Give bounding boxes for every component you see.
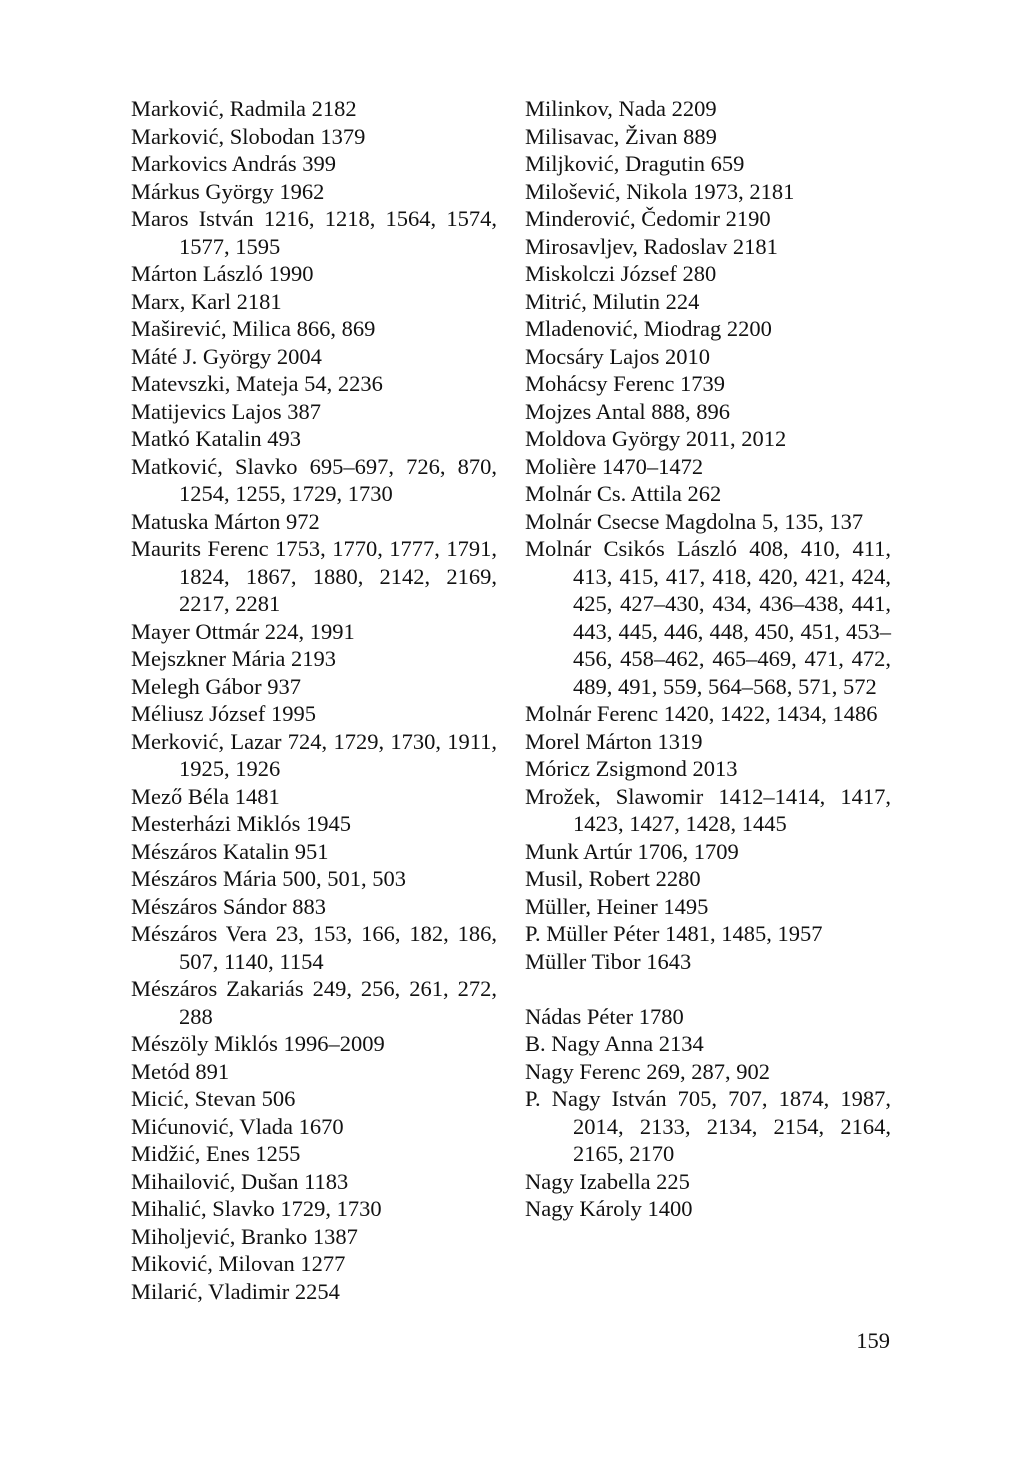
index-entry: Maširević, Milica 866, 869 [131,316,376,341]
index-entry: Móricz Zsigmond 2013 [525,756,738,781]
index-entry: Mészáros Katalin 951 [131,838,329,864]
index-entry: Mejszkner Mária 2193 [131,646,336,671]
index-entry: Milinkov, Nada 2209 [525,96,717,121]
page-number: 159 [856,1328,890,1353]
index-entry: Nagy Izabella 225 [525,1168,690,1194]
index-entry: Miskolczi József 280 [525,261,717,286]
index-entry: Milošević, Nikola 1973, 2181 [525,178,795,204]
index-entry: Molnár Cs. Attila 262 [525,481,722,506]
index-entry: Matuska Márton 972 [131,508,320,534]
index-entry: Nagy Károly 1400 [525,1196,693,1221]
index-entry: Morel Márton 1319 [525,728,703,754]
index-entry: Milisavac, Živan 889 [525,123,717,149]
index-entry: Mladenović, Miodrag 2200 [525,316,772,341]
index-entry: P. Nagy István 705, 707, 1874, 1987, 2014, 2133, 2134, 2154, 2164, 2165, 2170 [525,1086,891,1166]
index-entry: Müller Tibor 1643 [525,948,692,974]
index-entry: Nagy Ferenc 269, 287, 902 [525,1058,770,1084]
index-entry: Márkus György 1962 [131,178,325,204]
index-entry: Mocsáry Lajos 2010 [525,343,710,369]
index-entry: Musil, Robert 2280 [525,866,701,891]
index-entry: Mesterházi Miklós 1945 [131,811,351,836]
index-entry: Micić, Stevan 506 [131,1086,296,1111]
index-entry: Molnár Ferenc 1420, 1422, 1434, 1486 [525,701,878,726]
letter-section-gap [525,975,891,1003]
index-entry: Mészáros Mária 500, 501, 503 [131,866,406,891]
index-entry: Merković, Lazar 724, 1729, 1730, 1911, 1925, 1926 [131,728,497,781]
index-entry: Metód 891 [131,1058,230,1084]
index-column-right [525,95,891,1223]
index-entry: Melegh Gábor 937 [131,673,301,699]
index-entry: P. Müller Péter 1481, 1485, 1957 [525,921,823,946]
index-entry: Midžić, Enes 1255 [131,1141,301,1166]
index-entry: Mészöly Miklós 1996–2009 [131,1031,385,1056]
index-entry: Mihailović, Dušan 1183 [131,1168,349,1194]
index-entry: Mićunović, Vlada 1670 [131,1113,344,1139]
index-entry: Markovics András 399 [131,151,336,176]
index-entry: Matevszki, Mateja 54, 2236 [131,371,383,396]
index-entry: Márton László 1990 [131,261,314,286]
index-entry: Müller, Heiner 1495 [525,893,709,919]
index-entry: Matkó Katalin 493 [131,426,301,451]
index-entry: Mitrić, Milutin 224 [525,288,700,314]
index-entry: Nádas Péter 1780 [525,1003,684,1029]
index-entry: Miljković, Dragutin 659 [525,151,745,176]
index-entry: Miković, Milovan 1277 [131,1251,346,1276]
index-entry: Mayer Ottmár 224, 1991 [131,618,355,644]
index-entry: Mirosavljev, Radoslav 2181 [525,233,778,259]
index-entry: Munk Artúr 1706, 1709 [525,838,739,864]
index-entry: Marx, Karl 2181 [131,288,282,314]
index-entry: Mészáros Zakariás 249, 256, 261, 272, 288 [131,976,497,1029]
index-entry: Máté J. György 2004 [131,343,322,369]
index-entry: Molnár Csikós László 408, 410, 411, 413, 415, 417, 418, 420, 421, 424, 425, 427–430, 434, 436–438, 441, 443, 445, 446, 448, 450, 451, 453–456, 458–462, 465–469, 471, 472, 489, 491, 559, 564–568, 571, 572 [525,536,891,699]
index-entry: Marković, Radmila 2182 [131,96,357,121]
index-entry: Mihalić, Slavko 1729, 1730 [131,1196,382,1221]
index-entry: Moldova György 2011, 2012 [525,426,787,451]
index-entry: Mojzes Antal 888, 896 [525,398,730,424]
index-entry: B. Nagy Anna 2134 [525,1031,704,1056]
index-entry: Matković, Slavko 695–697, 726, 870, 1254, 1255, 1729, 1730 [131,453,497,506]
index-entry: Méliusz József 1995 [131,701,316,726]
index-entry: Mészáros Sándor 883 [131,893,326,919]
index-entry: Molière 1470–1472 [525,453,704,479]
index-entry: Mrožek, Slawomir 1412–1414, 1417, 1423, 1427, 1428, 1445 [525,783,891,836]
index-entry: Mohácsy Ferenc 1739 [525,371,725,396]
index-entry: Milarić, Vladimir 2254 [131,1278,340,1304]
index-entry: Matijevics Lajos 387 [131,398,321,424]
index-entry: Maurits Ferenc 1753, 1770, 1777, 1791, 1824, 1867, 1880, 2142, 2169, 2217, 2281 [131,536,497,616]
index-entry: Molnár Csecse Magdolna 5, 135, 137 [525,508,864,534]
index-entry: Marković, Slobodan 1379 [131,123,366,149]
index-entry: Mező Béla 1481 [131,783,280,809]
index-entry: Minderović, Čedomir 2190 [525,206,771,231]
index-entry: Miholjević, Branko 1387 [131,1223,358,1249]
index-column-left [131,95,497,1305]
index-entry: Mészáros Vera 23, 153, 166, 182, 186, 507, 1140, 1154 [131,921,497,974]
index-entry: Maros István 1216, 1218, 1564, 1574, 1577, 1595 [131,206,497,259]
